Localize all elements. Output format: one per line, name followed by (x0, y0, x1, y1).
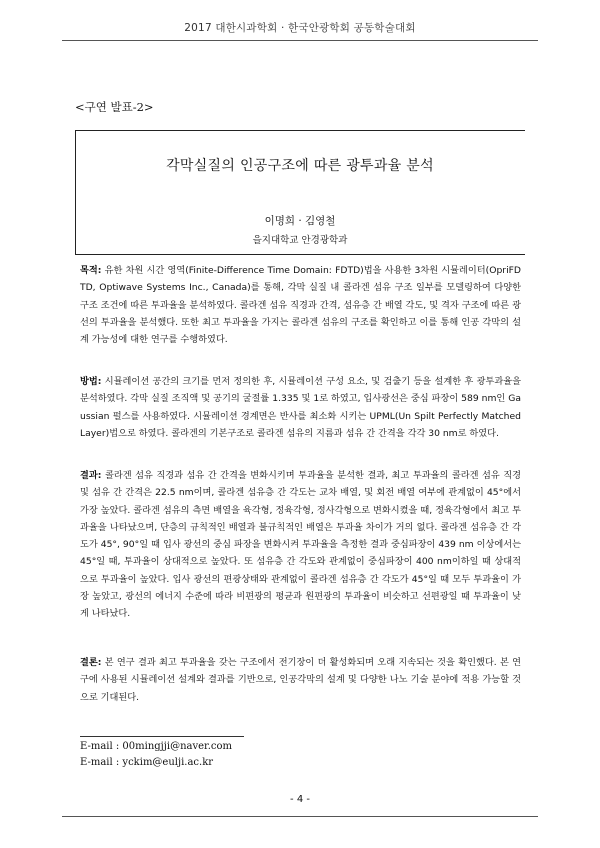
authors: 이명희 · 김영철 (264, 215, 336, 227)
email-line: E-mail : yckim@eulji.ac.kr (80, 757, 214, 768)
section-text: 본 연구 결과 최고 투과율을 갖는 구조에서 전기장이 더 활성화되며 오래 지속되는 것을 확인했다. 본 연구에 사용된 시뮬레이션 설계와 결과를 기반으로, 인공각막의 설계 및 다양한 나노 기술 분야에 적용 가능할 것으로 기대된다. (80, 657, 521, 703)
section-text: 콜라겐 섬유 직경과 섬유 간 간격을 변화시키며 투과율을 분석한 결과, 최고 투과율의 콜라겐 섬유 직경 및 섬유 간 간격은 22.5 nm이며, 콜라겐 섬유층 간 각도는 교차 배열, 및 회전 배열 여부에 관계없이 45°에서 가장 높았다. 콜라겐 섬유의 측면 배열을 육각형, 정육각형, 정사각형으로 변화시켰을 때, 정육각형에서 최고 투과율을 나타났으며, 단층의 규칙적인 배열과 불규칙적인 배열은 투과율 차이가 거의 없다. 콜라겐 섬유층 간 각도가 45°, 90°일 때 입사 광선의 중심 파장을 변화시켜 투과율을 측정한 결과 중심파장이 439 nm 이상에서는 45°일 때, 투과율이 상대적으로 높았다. 또 섬유층 간 각도와 관계없이 중심파장이 400 nm이하일 때 상대적으로 투과율이 높았다. 입사 광선의 편광상태와 관계없이 콜라겐 섬유층 간 각도가 45°일 때 모두 투과율이 가장 높았고, 광선의 에너지 수준에 따라 비편광의 평균과 원편광의 투과율이 비슷하고 선편광일 때 투과율이 낮게 나타났다. (80, 470, 521, 620)
header-divider (62, 40, 538, 41)
section-purpose (80, 262, 521, 348)
section-label: 결과: (80, 470, 102, 481)
section-text: 유한 차원 시간 영역(Finite-Difference Time Domain: FDTD)법을 사용한 3차원 시뮬레이터(OpriFDTD, Optiwave Systems Inc., Canada)를 통해, 각막 실질 내 콜라겐 섬유 구조 일부를 모델링하여 다양한 구조 조건에 따른 투과율을 분석하였다. 콜라겐 섬유 직경과 간격, 섬유층 간 배열 각도, 및 격자 구조에 따른 광선의 투과율을 분석했다. 또한 최고 투과율을 가지는 콜라겐 섬유의 구조를 확인하고 이를 통해 인공 각막의 설계 가능성에 대한 연구를 수행하였다. (80, 265, 521, 346)
affiliation: 을지대학교 안경광학과 (252, 235, 348, 246)
section-label: 목적: (80, 265, 102, 276)
email-line: E-mail : 00mingjji@naver.com (80, 741, 233, 752)
section-conclusion (80, 654, 521, 706)
footnote-divider (80, 736, 244, 737)
section-label: 결론: (80, 657, 102, 668)
footer-divider (62, 816, 538, 817)
page-number: - 4 - (290, 794, 310, 805)
section-results (80, 467, 521, 623)
conference-header: 2017 대한시과학회 · 한국안광학회 공동학술대회 (184, 22, 416, 34)
section-method (80, 373, 521, 442)
paper-title: 각막실질의 인공구조에 따른 광투과율 분석 (166, 158, 434, 174)
section-label: 방법: (80, 376, 102, 387)
session-label: <구연 발표-2> (75, 100, 154, 114)
section-text: 시뮬레이션 공간의 크기를 먼저 정의한 후, 시뮬레이션 구성 요소, 및 검출기 등을 설계한 후 광투과율을 분석하였다. 각막 실질 조직액 및 공기의 굴절률 1.335 및 1로 하였고, 입사광선은 중심 파장이 589 nm인 Gaussian 펄스를 사용하였다. 시뮬레이션 경계면은 반사를 최소화 시키는 UPML(Un Spilt Perfectly Matched Layer)법으로 하였다. 콜라겐의 기본구조로 콜라겐 섬유의 지름과 섬유 간 간격을 각각 30 nm로 하였다. (80, 376, 521, 439)
